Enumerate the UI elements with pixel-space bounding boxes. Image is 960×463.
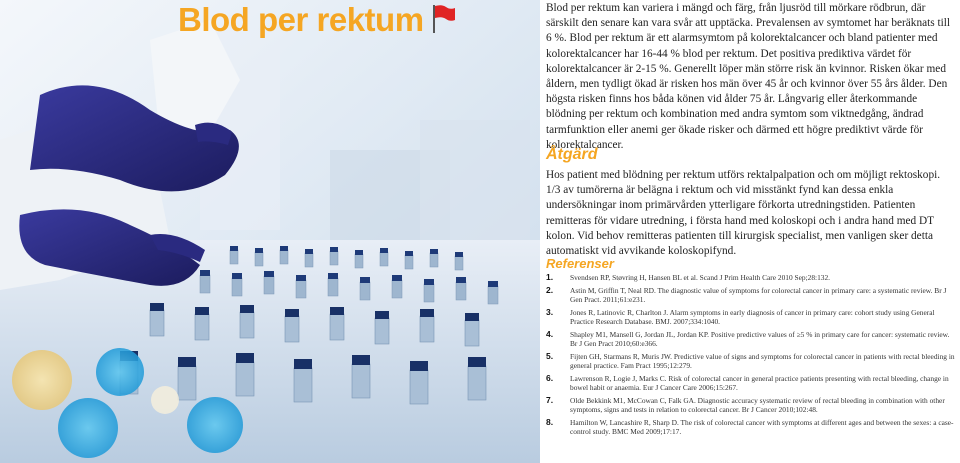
reference-text: Astin M, Griffin T, Neal RD. The diagnostic value of symptoms for colorectal cancer in primary care: a systematic review. Br J Gen Pract. 2011;61:e231. — [570, 285, 947, 304]
reference-number: 8. — [546, 416, 554, 427]
reference-text: Olde Bekkink M1, McCowan C, Falk GA. Diagnostic accuracy systematic review of rectal bleeding in combination with other symptoms, signs and tests in relation to colorectal cancer. Br J Cancer 2010;102:48. — [570, 395, 945, 414]
reference-text: Hamilton W, Lancashire R, Sharp D. The risk of colorectal cancer with symptoms at different ages and between the sexes: a case-control study. BMC Med 2009;17:17. — [570, 417, 954, 436]
references-list — [546, 273, 958, 440]
red-flag-icon — [432, 4, 456, 34]
reference-number: 1. — [546, 272, 554, 282]
page-title: Blod per rektum — [178, 1, 424, 38]
reference-item — [546, 330, 958, 348]
reference-item — [546, 286, 958, 304]
reference-text: Jones R, Latinovic R, Charlton J. Alarm symptoms in early diagnosis of cancer in primary care: cohort study using General Practice Research Database. BMJ. 2007;334:1040. — [570, 307, 935, 326]
reference-item — [546, 418, 958, 436]
reference-item — [546, 352, 958, 370]
reference-number: 6. — [546, 372, 554, 383]
reference-item — [546, 308, 958, 326]
reference-text: Lawrenson R, Logie J, Marks C. Risk of colorectal cancer in general practice patients presenting with rectal bleeding, change in bowel habit or anaemia. Eur J Cancer Care 2006;15:267. — [570, 373, 949, 392]
atgard-heading: Åtgärd — [546, 146, 598, 163]
reference-text: Svendsen RP, Støvring H, Hansen BL et al. Scand J Prim Health Care 2010 Sep;28:132. — [570, 273, 831, 282]
intro-paragraph: Blod per rektum kan variera i mängd och färg, från ljusröd till mörkare rödbrun, där särskilt den senare kan vara svår att upptäcka. Prevalensen av symtomet har beräknats till 6 %. Blod per rektum är ett alarmsymtom på kolorektalcancer och bland patienter med kolorektalcancer har 16-44 % blod per rektum. Det positiva prediktiva värdet för kolorektalcancer är 2-15 %. Generellt löper män större risk än kvinnor. Risken ökar med åldern, men tydligt ökad är risken hos män över 45 år och kvinnor över 55 års ålder. Den högsta risken finns hos båda könen vid ålder 75 år. Långvarig eller återkommande blödning per rektum och kombination med andra symtom som viktnedgång, ändrad tarmfunktion eller anemi ger ökade risker och därmed ett högre prediktivt värde för kolorektalcancer. — [546, 2, 951, 151]
reference-number: 4. — [546, 328, 554, 339]
reference-number: 2. — [546, 284, 554, 295]
title-block — [178, 2, 456, 38]
reference-text: Fijten GH, Starmans R, Muris JW. Predictive value of signs and symptoms for colorectal cancer in patients with rectal bleeding in general practice. Fam Pract 1995;12:279. — [570, 351, 955, 370]
reference-item — [546, 273, 958, 282]
references-heading: Referenser — [546, 256, 614, 271]
reference-item — [546, 396, 958, 414]
atgard-paragraph: Hos patient med blödning per rektum utförs rektalpalpation och om möjligt rektoskopi. 1/3 av tumörerna är belägna i rektum och vid misstänkt fynd kan dessa enkla undersökningar inom primärvården ytterligare förkorta utredningstiden. Patienten remitteras för vidare utredning, i första hand med koloskopi och i andra hand med DT kolon. Vid behov remitteras patienten till kirurgisk specialist, men vanligen sker detta automatiskt vid avvikande koloskopifynd. — [546, 169, 941, 258]
reference-text: Shapley M1, Mansell G, Jordan JL, Jordan KP. Positive predictive values of ≥5 % in primary care for cancer: systematic review. Br J Gen Pract 2010;60:e366. — [570, 329, 950, 348]
reference-number: 5. — [546, 350, 554, 361]
reference-number: 3. — [546, 306, 554, 317]
reference-item — [546, 374, 958, 392]
reference-number: 7. — [546, 394, 554, 405]
